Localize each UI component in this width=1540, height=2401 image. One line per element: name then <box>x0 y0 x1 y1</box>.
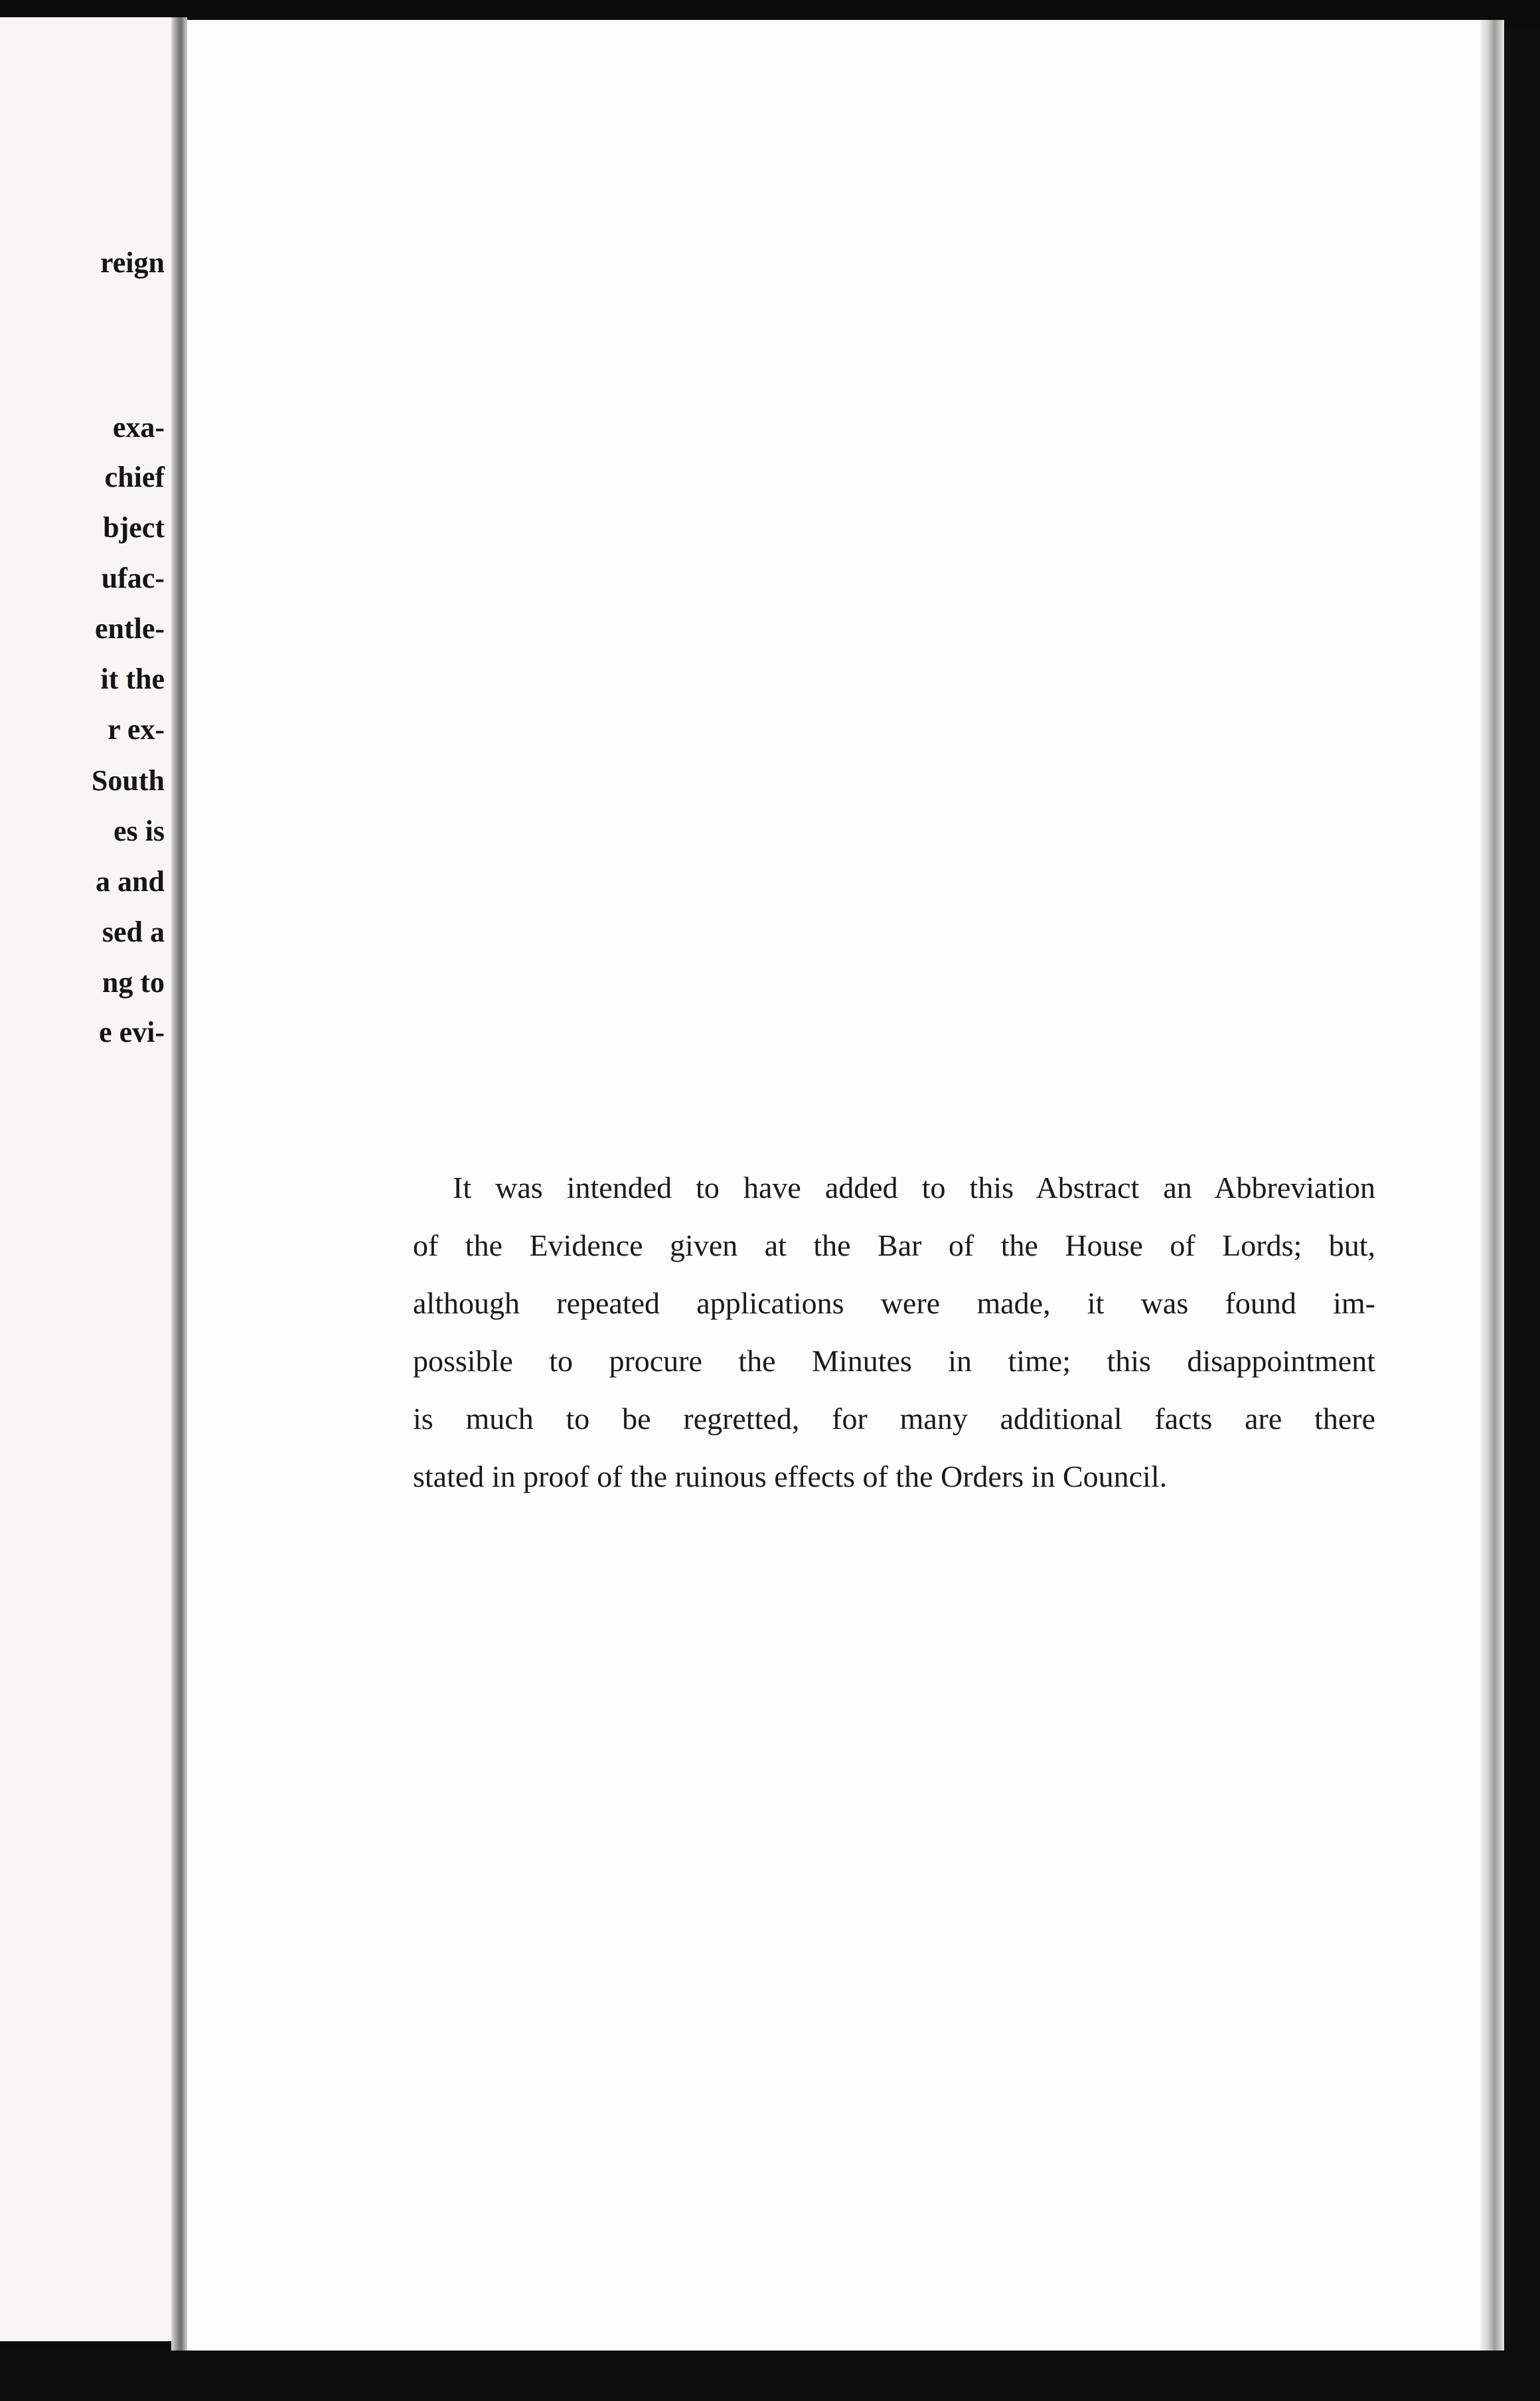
left-text-fragment: bject <box>103 511 165 544</box>
left-text-fragment: chief <box>104 461 165 493</box>
page-stack-edge <box>1480 20 1504 2357</box>
left-text-fragment: ufac- <box>101 562 165 594</box>
left-text-fragment: it the <box>100 663 165 695</box>
paragraph-line: stated in proof of the ruinous effects of the Orders in Council. <box>413 1459 1168 1493</box>
left-text-fragment: ng to <box>102 966 165 999</box>
scan-border-right <box>1504 27 1540 2390</box>
left-text-fragment: exa- <box>112 411 165 444</box>
left-text-fragment: e evi- <box>99 1016 165 1048</box>
left-text-fragment: a and <box>96 865 165 898</box>
book-gutter <box>171 17 187 2355</box>
paragraph-line: of the Evidence given at the Bar of the House of Lords; but, <box>413 1228 1375 1262</box>
scan-border-bottom <box>0 2351 1540 2401</box>
left-text-fragment: es is <box>114 815 165 847</box>
left-text-fragment: South <box>91 764 165 797</box>
paragraph-line: possible to procure the Minutes in time; this disappointment <box>413 1344 1375 1378</box>
paragraph-line: It was intended to have added to this Abstract an Abbreviation <box>453 1171 1375 1204</box>
left-text-fragment: entle- <box>94 612 165 645</box>
paragraph-line: is much to be regretted, for many additional facts are there <box>413 1402 1375 1436</box>
left-text-fragment: r ex- <box>108 713 165 746</box>
paragraph-line: although repeated applications were made, it was found im- <box>413 1286 1375 1320</box>
abstract-note-paragraph <box>413 1159 1375 1505</box>
left-text-fragment: sed a <box>102 916 165 948</box>
left-page-edge <box>0 17 171 2341</box>
left-text-fragment: reign <box>100 246 165 279</box>
